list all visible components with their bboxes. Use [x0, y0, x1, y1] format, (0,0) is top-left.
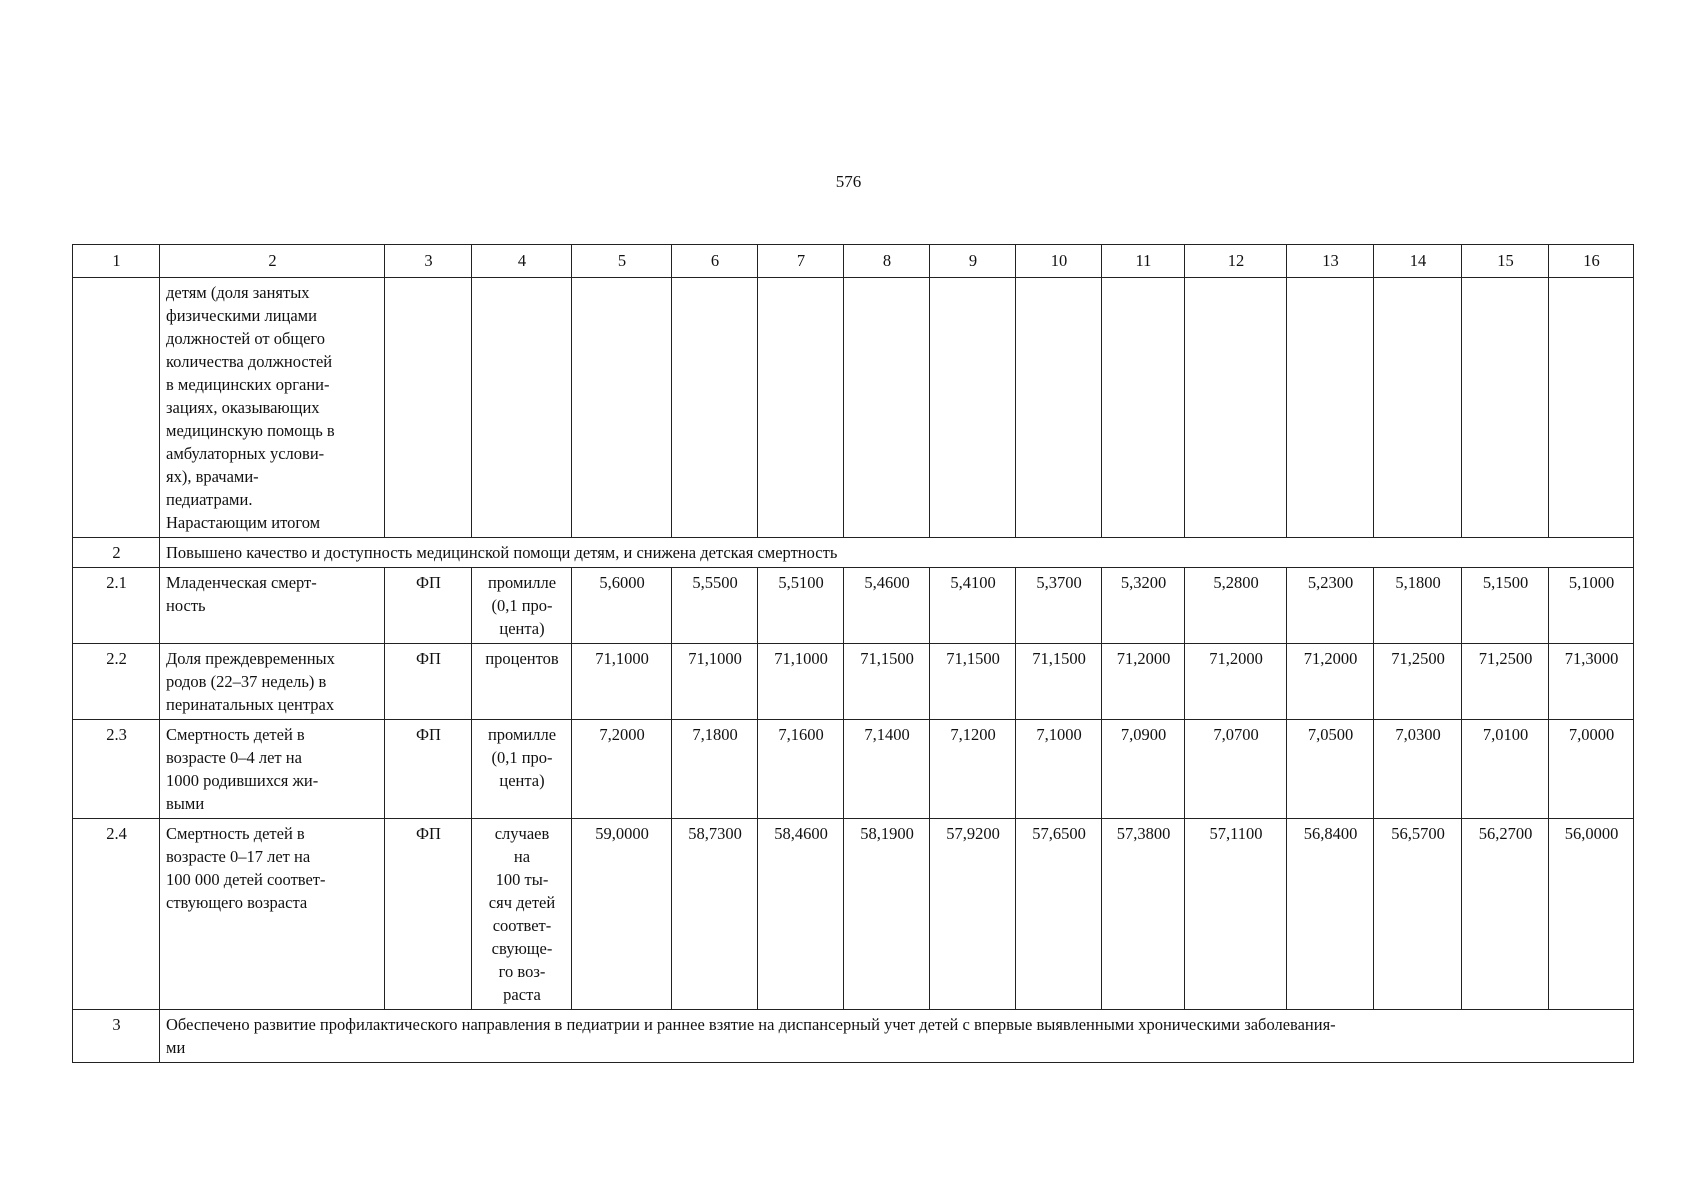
indicator-type: ФП — [385, 644, 472, 720]
empty-cell — [1016, 278, 1102, 538]
text-line: медицинскую помощь в — [166, 421, 335, 440]
empty-cell — [73, 278, 160, 538]
unit — [472, 644, 572, 720]
header-cell: 5 — [572, 245, 672, 278]
text-line: случаев — [494, 824, 550, 843]
value-cell: 5,4100 — [930, 568, 1016, 644]
row-number: 2.3 — [73, 720, 160, 819]
section-title — [160, 1010, 1634, 1063]
text-line: ствующего возраста — [166, 893, 308, 912]
text-line: ях), врачами- — [166, 467, 259, 486]
value-cell: 58,4600 — [758, 819, 844, 1010]
header-cell: 14 — [1374, 245, 1462, 278]
header-cell: 12 — [1185, 245, 1287, 278]
continuation-text — [160, 278, 385, 538]
text-line: количества должностей — [166, 352, 333, 371]
value-cell: 5,3700 — [1016, 568, 1102, 644]
text-line: соответ- — [492, 916, 552, 935]
empty-cell — [1102, 278, 1185, 538]
value-cell: 7,0100 — [1462, 720, 1549, 819]
header-cell: 7 — [758, 245, 844, 278]
text-line: должностей от общего — [166, 329, 326, 348]
text-line: Доля преждевременных — [166, 649, 335, 668]
value-cell: 56,0000 — [1549, 819, 1634, 1010]
value-cell: 71,1500 — [1016, 644, 1102, 720]
value-cell: 7,1200 — [930, 720, 1016, 819]
text-line: го воз- — [498, 962, 546, 981]
text-line: перинатальных центрах — [166, 695, 335, 714]
text-line: 1000 родившихся жи- — [166, 771, 319, 790]
text-line: педиатрами. — [166, 490, 253, 509]
empty-cell — [385, 278, 472, 538]
value-cell: 5,4600 — [844, 568, 930, 644]
unit — [472, 568, 572, 644]
empty-cell — [672, 278, 758, 538]
text-line: процентов — [485, 649, 559, 668]
text-line: Смертность детей в — [166, 824, 305, 843]
value-cell: 71,1000 — [672, 644, 758, 720]
indicators-table — [72, 244, 1634, 1063]
text-line: Младенческая смерт- — [166, 573, 317, 592]
indicator-type: ФП — [385, 720, 472, 819]
header-cell: 4 — [472, 245, 572, 278]
section-title: Повышено качество и доступность медицинской помощи детям, и снижена детская смертность — [160, 538, 1634, 568]
value-cell: 71,1500 — [844, 644, 930, 720]
text-line: возрасте 0–4 лет на — [166, 748, 302, 767]
value-cell: 71,2500 — [1462, 644, 1549, 720]
value-cell: 56,5700 — [1374, 819, 1462, 1010]
text-line: физическими лицами — [166, 306, 317, 325]
header-cell: 1 — [73, 245, 160, 278]
value-cell: 5,1000 — [1549, 568, 1634, 644]
indicator-name — [160, 819, 385, 1010]
value-cell: 71,1000 — [758, 644, 844, 720]
value-cell: 7,1600 — [758, 720, 844, 819]
text-line: свующе- — [491, 939, 553, 958]
text-line: на — [513, 847, 531, 866]
value-cell: 71,2000 — [1185, 644, 1287, 720]
value-cell: 5,3200 — [1102, 568, 1185, 644]
text-line: раста — [503, 985, 541, 1004]
empty-cell — [758, 278, 844, 538]
text-line: Смертность детей в — [166, 725, 305, 744]
text-line: ность — [166, 596, 206, 615]
text-line: в медицинских органи- — [166, 375, 330, 394]
value-cell: 7,1000 — [1016, 720, 1102, 819]
empty-cell — [572, 278, 672, 538]
value-cell: 71,3000 — [1549, 644, 1634, 720]
row-number: 2.1 — [73, 568, 160, 644]
text-line: сяч детей — [488, 893, 556, 912]
text-line: возрасте 0–17 лет на — [166, 847, 311, 866]
value-cell: 7,0000 — [1549, 720, 1634, 819]
value-cell: 5,6000 — [572, 568, 672, 644]
value-cell: 5,5500 — [672, 568, 758, 644]
value-cell: 7,0900 — [1102, 720, 1185, 819]
value-cell: 5,1500 — [1462, 568, 1549, 644]
text-line: цента) — [499, 771, 545, 790]
value-cell: 7,1400 — [844, 720, 930, 819]
text-line: промилле — [487, 725, 557, 744]
row-number: 2.4 — [73, 819, 160, 1010]
value-cell: 71,2000 — [1287, 644, 1374, 720]
text-line: амбулаторных услови- — [166, 444, 325, 463]
indicator-type: ФП — [385, 819, 472, 1010]
table-row — [73, 644, 1634, 720]
indicator-name — [160, 568, 385, 644]
header-cell: 2 — [160, 245, 385, 278]
empty-cell — [1287, 278, 1374, 538]
table-row — [73, 568, 1634, 644]
text-line: (0,1 про- — [491, 596, 553, 615]
header-row — [73, 245, 1634, 278]
header-cell: 13 — [1287, 245, 1374, 278]
empty-cell — [1549, 278, 1634, 538]
section-row — [73, 538, 1634, 568]
text-line: ми — [166, 1038, 186, 1057]
value-cell: 5,2800 — [1185, 568, 1287, 644]
text-line: Обеспечено развитие профилактического направления в педиатрии и раннее взятие на диспансерный учет детей с впервые выявленными хроническими заболевания- — [166, 1015, 1336, 1034]
value-cell: 56,8400 — [1287, 819, 1374, 1010]
text-line: Нарастающим итогом — [166, 513, 321, 532]
value-cell: 7,0500 — [1287, 720, 1374, 819]
value-cell: 57,3800 — [1102, 819, 1185, 1010]
header-cell: 15 — [1462, 245, 1549, 278]
text-line: промилле — [487, 573, 557, 592]
header-cell: 8 — [844, 245, 930, 278]
text-line: выми — [166, 794, 205, 813]
value-cell: 71,1000 — [572, 644, 672, 720]
text-line: 100 ты- — [495, 870, 549, 889]
table-row — [73, 720, 1634, 819]
text-line: зациях, оказывающих — [166, 398, 320, 417]
empty-cell — [1374, 278, 1462, 538]
value-cell: 5,1800 — [1374, 568, 1462, 644]
value-cell: 57,9200 — [930, 819, 1016, 1010]
text-line: цента) — [499, 619, 545, 638]
unit — [472, 819, 572, 1010]
value-cell: 7,1800 — [672, 720, 758, 819]
value-cell: 57,6500 — [1016, 819, 1102, 1010]
section-row — [73, 1010, 1634, 1063]
value-cell: 7,0700 — [1185, 720, 1287, 819]
empty-cell — [1185, 278, 1287, 538]
indicator-name — [160, 720, 385, 819]
value-cell: 58,7300 — [672, 819, 758, 1010]
header-cell: 16 — [1549, 245, 1634, 278]
indicator-name — [160, 644, 385, 720]
value-cell: 56,2700 — [1462, 819, 1549, 1010]
header-cell: 9 — [930, 245, 1016, 278]
header-cell: 6 — [672, 245, 758, 278]
unit — [472, 720, 572, 819]
text-line: детям (доля занятых — [166, 283, 310, 302]
text-line: 100 000 детей соответ- — [166, 870, 326, 889]
header-cell: 3 — [385, 245, 472, 278]
value-cell: 71,1500 — [930, 644, 1016, 720]
text-line: родов (22–37 недель) в — [166, 672, 327, 691]
empty-cell — [1462, 278, 1549, 538]
value-cell: 57,1100 — [1185, 819, 1287, 1010]
value-cell: 7,0300 — [1374, 720, 1462, 819]
empty-cell — [844, 278, 930, 538]
continuation-row — [73, 278, 1634, 538]
value-cell: 71,2500 — [1374, 644, 1462, 720]
section-number: 2 — [73, 538, 160, 568]
page-number: 576 — [835, 172, 862, 191]
value-cell: 5,2300 — [1287, 568, 1374, 644]
row-number: 2.2 — [73, 644, 160, 720]
header-cell: 10 — [1016, 245, 1102, 278]
value-cell: 71,2000 — [1102, 644, 1185, 720]
value-cell: 7,2000 — [572, 720, 672, 819]
empty-cell — [472, 278, 572, 538]
value-cell: 58,1900 — [844, 819, 930, 1010]
table-row — [73, 819, 1634, 1010]
section-number: 3 — [73, 1010, 160, 1063]
text-line: (0,1 про- — [491, 748, 553, 767]
header-cell: 11 — [1102, 245, 1185, 278]
empty-cell — [930, 278, 1016, 538]
indicator-type: ФП — [385, 568, 472, 644]
value-cell: 59,0000 — [572, 819, 672, 1010]
value-cell: 5,5100 — [758, 568, 844, 644]
